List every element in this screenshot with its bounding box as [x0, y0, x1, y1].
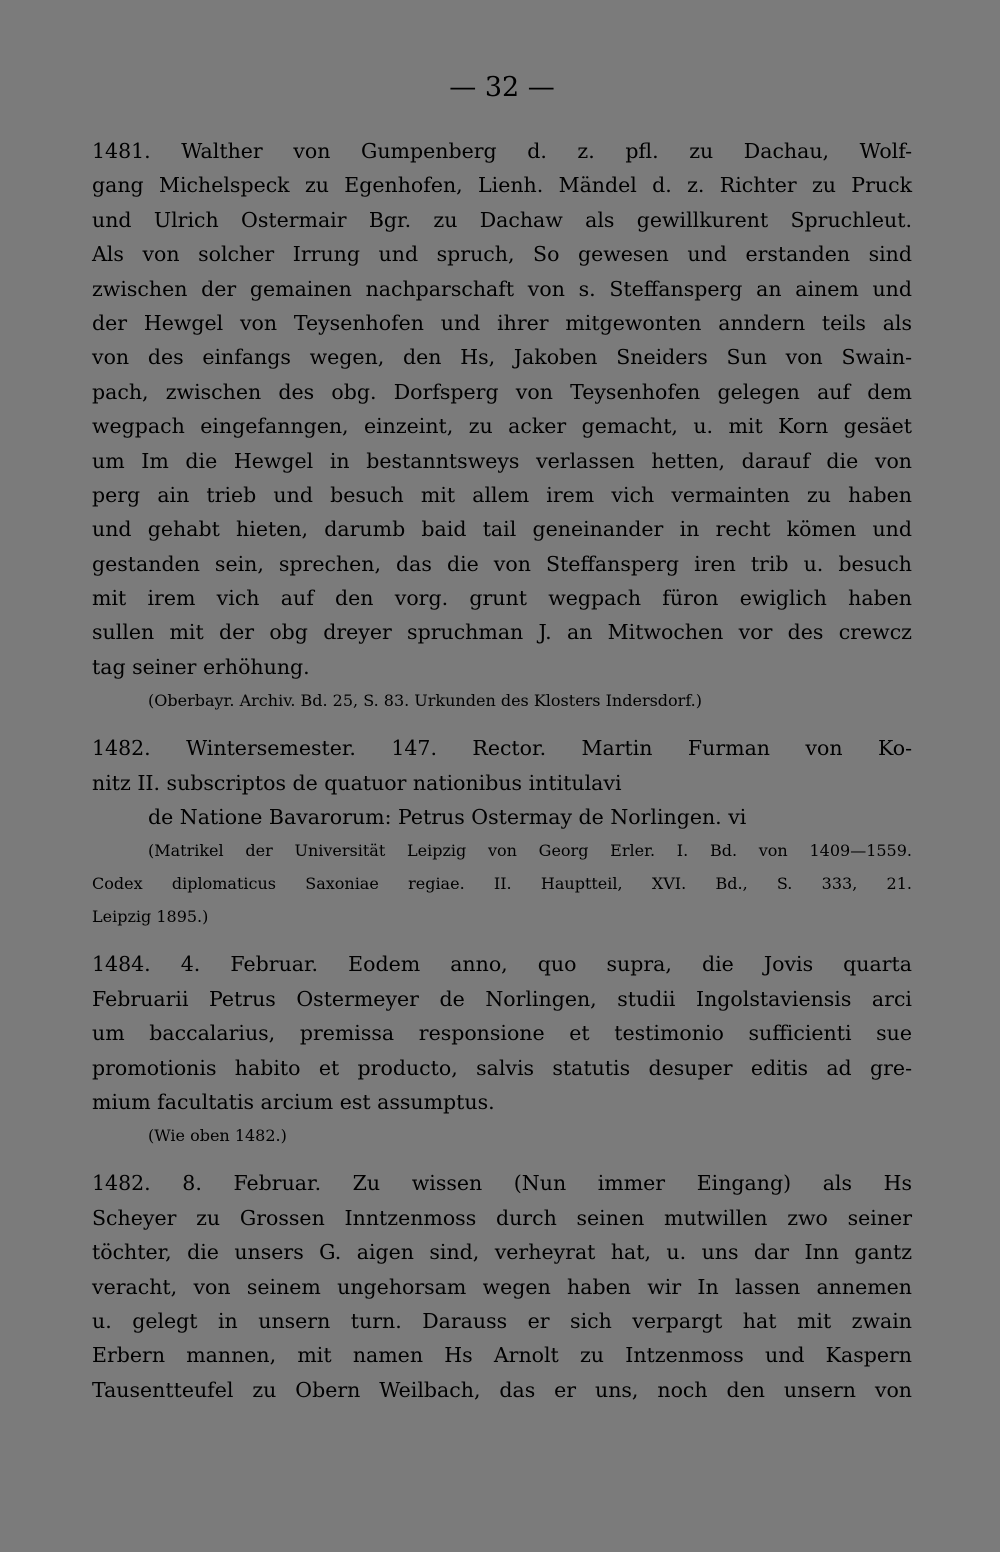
text-line: und Ulrich Ostermair Bgr. zu Dachaw als gewillkurent Spruchleut. [92, 207, 912, 232]
page-number: — 32 — [449, 72, 555, 103]
text-line: 1481. Walther von Gumpenberg d. z. pfl. zu Dachau, Wolf- [92, 139, 912, 163]
text-line: töchter, die unsers G. aigen sind, verheyrat hat, u. uns dar Inn gantz [92, 1240, 912, 1265]
source-citation: (Wie oben 1482.) [148, 1126, 287, 1146]
text-line: von des einfangs wegen, den Hs, Jakoben Sneiders Sun von Swain- [92, 345, 912, 370]
text-line: 1482. 8. Februar. Zu wissen (Nun immer Eingang) als Hs [92, 1171, 912, 1196]
text-line: Erbern mannen, mit namen Hs Arnolt zu Intzenmoss und Kaspern [92, 1343, 912, 1368]
entry-gap [92, 933, 912, 947]
text-line: pach, zwischen des obg. Dorfsperg von Teysenhofen gelegen auf dem [92, 379, 912, 404]
text-line: Tausentteufel zu Obern Weilbach, das er uns, noch den unsern von [92, 1377, 912, 1402]
text-line: zwischen der gemainen nachparschaft von s. Steffansperg an ainem und [92, 276, 912, 301]
text-line: 1482. Wintersemester. 147. Rector. Martin Furman von Ko- [92, 736, 912, 761]
text-line: promotionis habito et producto, salvis statutis desuper editis ad gre- [92, 1055, 912, 1080]
text-line: veracht, von seinem ungehorsam wegen haben wir In lassen annemen [92, 1274, 912, 1299]
text-line: Februarii Petrus Ostermeyer de Norlingen, studii Ingolstaviensis arci [92, 986, 912, 1011]
entry-1484 [92, 947, 912, 1152]
text-line: Als von solcher Irrung und spruch, So gewesen und erstanden sind [92, 242, 912, 267]
source-citation: (Matrikel der Universität Leipzig von Georg Erler. I. Bd. von 1409—1559. [148, 841, 912, 861]
text-line: wegpach eingefanngen, einzeint, zu acker gemacht, u. mit Korn gesäet [92, 414, 912, 439]
book-page [92, 70, 912, 1407]
entry-gap [92, 717, 912, 731]
text-line: gestanden sein, sprechen, das die von Steffansperg iren trib u. besuch [92, 551, 912, 576]
source-citation: (Oberbayr. Archiv. Bd. 25, S. 83. Urkunden des Klosters Indersdorf.) [148, 691, 702, 711]
text-line: perg ain trieb und besuch mit allem irem vich vermainten zu haben [92, 482, 912, 507]
text-line: um Im die Hewgel in bestanntsweys verlassen hetten, darauf die von [92, 448, 912, 473]
entry-1482-second [92, 1166, 912, 1407]
text-line: 1484. 4. Februar. Eodem anno, quo supra, die Jovis quarta [92, 952, 912, 977]
text-line: sullen mit der obg dreyer spruchman J. an Mitwochen vor des crewcz [92, 620, 912, 645]
text-line: u. gelegt in unsern turn. Darauss er sich verpargt hat mit zwain [92, 1308, 912, 1333]
text-line: mium facultatis arcium est assumptus. [92, 1089, 495, 1114]
source-citation: Leipzig 1895.) [92, 907, 209, 927]
text-line: mit irem vich auf den vorg. grunt wegpach füron ewiglich haben [92, 586, 912, 611]
text-line: um baccalarius, premissa responsione et testimonio sufficienti sue [92, 1021, 912, 1046]
text-line: Scheyer zu Grossen Inntzenmoss durch seinen mutwillen zwo seiner [92, 1205, 912, 1230]
text-line: tag seiner erhöhung. [92, 654, 310, 679]
text-line: gang Michelspeck zu Egenhofen, Lienh. Mändel d. z. Richter zu Pruck [92, 173, 912, 198]
text-line: de Natione Bavarorum: Petrus Ostermay de Norlingen. vi [148, 805, 747, 830]
entry-gap [92, 1152, 912, 1166]
entry-1482 [92, 731, 912, 933]
text-line: der Hewgel von Teysenhofen und ihrer mitgewonten anndern teils als [92, 310, 912, 335]
text-line: und gehabt hieten, darumb baid tail geneinander in recht kömen und [92, 517, 912, 542]
entry-1481 [92, 134, 912, 717]
source-citation: Codex diplomaticus Saxoniae regiae. II. Hauptteil, XVI. Bd., S. 333, 21. [92, 874, 912, 894]
text-line: nitz II. subscriptos de quatuor nationibus intitulavi [92, 770, 622, 795]
